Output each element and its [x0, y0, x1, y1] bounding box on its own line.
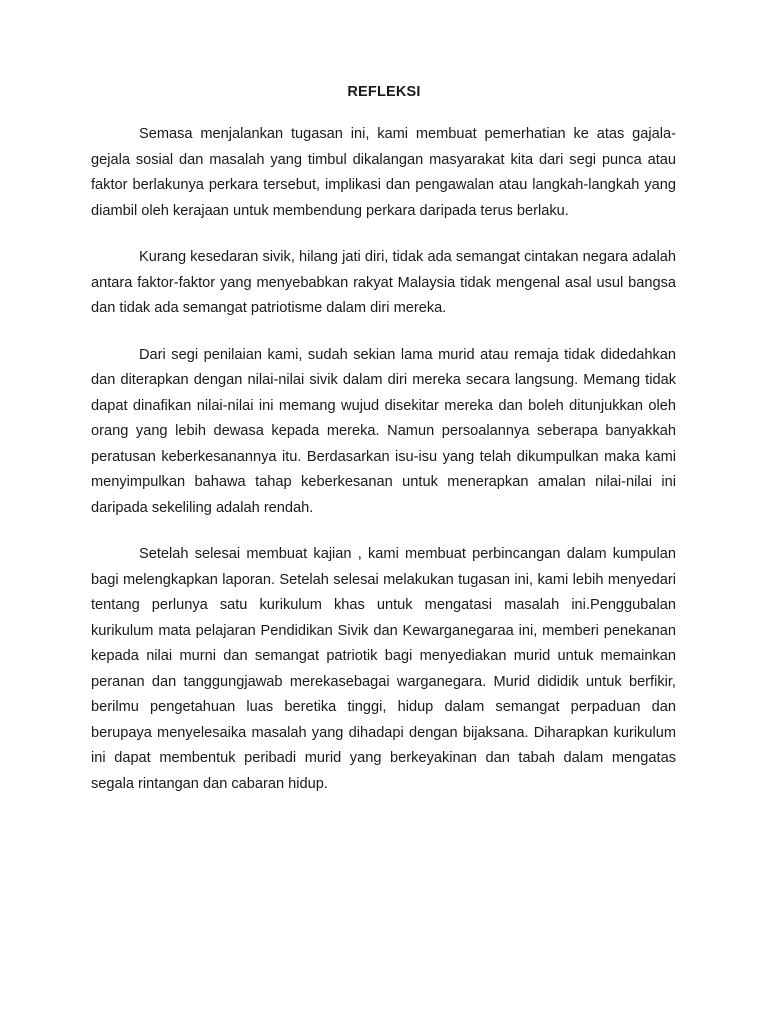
document-body [91, 122, 676, 818]
paragraph-1: Semasa menjalankan tugasan ini, kami membuat pemerhatian ke atas gajala-gejala sosial dan masalah yang timbul dikalangan masyarakat kita dari segi punca atau faktor berlakunya perkara tersebut, implikasi dan pengawalan atau langkah-langkah yang diambil oleh kerajaan untuk membendung perkara daripada terus berlaku. [91, 126, 676, 219]
paragraph-4: Setelah selesai membuat kajian , kami membuat perbincangan dalam kumpulan bagi melengkapkan laporan. Setelah selesai melakukan tugasan ini, kami lebih menyedari tentang perlunya satu kurikulum khas untuk mengatasi masalah ini.Penggubalan kurikulum mata pelajaran Pendidikan Sivik dan Kewarganegaraa ini, memberi penekanan kepada nilai murni dan semangat patriotik bagi menyediakan murid untuk memainkan peranan dan tanggungjawab merekasebagai warganegara. Murid dididik untuk berfikir, berilmu pengetahuan luas beretika tinggi, hidup dalam semangat perpaduan dan berupaya menyelesaika masalah yang dihadapi dengan bijaksana. Diharapkan kurikulum ini dapat membentuk peribadi murid yang berkeyakinan dan tabah dalam mengatas segala rintangan dan cabaran hidup. [91, 546, 676, 792]
paragraph-2: Kurang kesedaran sivik, hilang jati diri, tidak ada semangat cintakan negara adalah antara faktor-faktor yang menyebabkan rakyat Malaysia tidak mengenal asal usul bangsa dan tidak ada semangat patriotisme dalam diri mereka. [91, 249, 676, 316]
document-title: REFLEKSI [347, 84, 421, 100]
paragraph-3: Dari segi penilaian kami, sudah sekian lama murid atau remaja tidak didedahkan dan diterapkan dengan nilai-nilai sivik dalam diri mereka secara langsung. Memang tidak dapat dinafikan nilai-nilai ini memang wujud disekitar mereka dan boleh ditunjukkan oleh orang yang lebih dewasa kepada mereka. Namun persoalannya seberapa banyakkah peratusan keberkesanannya itu. Berdasarkan isu-isu yang telah dikumpulkan maka kami menyimpulkan bahawa tahap keberkesanan untuk menerapkan amalan nilai-nilai ini daripada sekeliling adalah rendah. [91, 346, 676, 516]
